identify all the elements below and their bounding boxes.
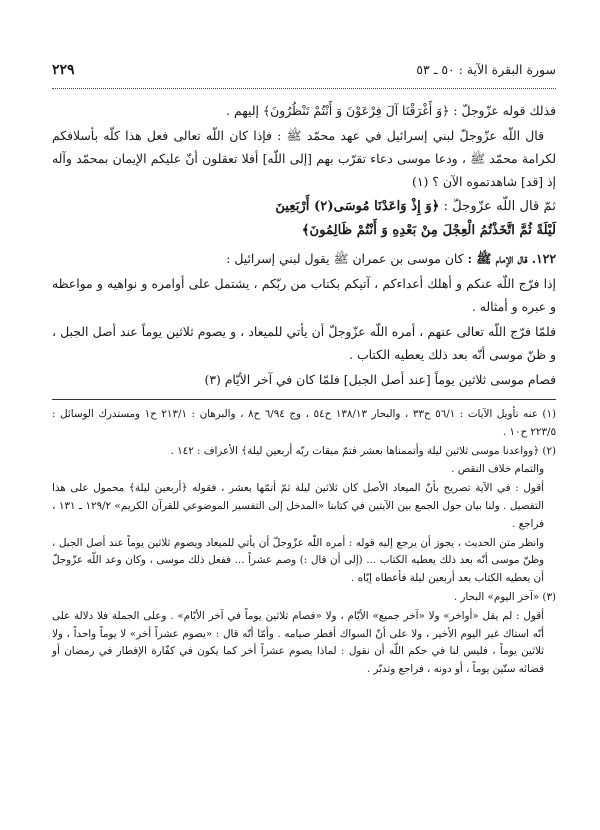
footnote-2: (٢) ﴿وواعدنا موسى ثلاثين ليلة وأتممناها بعشر فتمّ ميقات ربّه أربعين ليلة﴾ الأعراف : ١٤٢ . — [170, 444, 556, 457]
verse-line-b: لَيْلَةً ثُمَّ اتَّخَذْتُمُ الْعِجْلَ مِنْ بَعْدِهِ وَ أَنْتُمْ ظَالِمُونَ﴾ — [301, 223, 556, 238]
hadith-heading: ١٢٢. قال الإمام ﷺ : — [467, 251, 556, 266]
hadith-intro: كان موسى بن عمران ﷺ يقول لبني إسرائيل : — [226, 251, 468, 266]
footnote-2-extra: وانظر متن الحديث ، يجوز أن يرجع إليه قوله : أمره اللّه عزّوجلّ أن يأتي للميعاد ويصوم ثلاثين يوماً عند أصل الجبل ، وظنّ موسى أنّه بعد ذلك يعطيه الكتاب ... (إلى أن قال :) وصم عشراً ... ففعل ذلك موسى ، وكان وعد اللّه عزّوجلّ أن يعطيه الكتاب بعد أربعين ليلة فأعطاه إيّاه . — [52, 536, 544, 585]
footnote-1: (١) عنه تأويل الآيات : ٥٦/١ ح٣٣ ، والبحار ١٣٨/١٣ ح٥٤ ، وج ٦/٩٤ ح٨ ، والبرهان : ٢١٣/١ ح١ ومستدرك الوسائل : ٢٢٣/٥ ح١٠ . — [52, 408, 557, 438]
page-number: ٢٢٩ — [52, 62, 75, 78]
footnote-3-comment: أقول : لم يقل «أواخر» ولا «آخر جميع» الأيّام ، ولا «فصام ثلاثين يوماً في آخر الأيّام» . وعلى الجملة فلا دلالة على أنّه استاك غير اليوم الأخير ، ولا على أنّ السواك أفطر صيامه . وأمّا أنّه قال : «يصوم عشراً أخر» لا يوماً واحداً ، ولا ثلاثين يوماً ، فليس لنا في حكم اللّه أن نقول : لماذا يصوم عشراً أخر كما يكون في كفّارة الإفطار في رمضان أو قضائه ستّين يوماً ، أو دونه ، فراجع وتدبّر . — [52, 609, 544, 676]
page-header — [52, 62, 556, 89]
footnotes — [52, 406, 556, 679]
footnote-2-comment: أقول : في الآية تصريح بأنّ الميعاد الأصل كان ثلاثين ليلة ثمّ أتمّها بعشر ، فقوله ﴿أربعين ليلة﴾ محمول على هذا التفصيل . ولنا بيان حول الجمع بين الآيتين في كتابنا «المدخل إلى التفسير الموضوعي للقرآن الكريم» ١٢٩/٢ ـ ١٣١ ، فراجع . — [52, 482, 544, 530]
main-text — [52, 99, 556, 391]
footnote-separator — [52, 399, 556, 400]
surah-title: سورة البقرة الآية : ٥٠ ـ ٥٣ — [416, 62, 556, 77]
paragraph-5: إذا فرّج اللّه عنكم و أهلك أعداءكم ، آتيكم بكتاب من ربّكم ، يشتمل على أوامره و نواهيه و مواعظه و عبره و أمثاله . — [52, 276, 556, 314]
verse-intro: ثمّ قال اللّه عزّوجلّ : — [439, 199, 556, 214]
verse-block — [52, 195, 556, 243]
paragraph-6: فلمّا فرّج اللّه تعالى عنهم ، أمره اللّه عزّوجلّ أن يأتي للميعاد ، و يصوم ثلاثين يوماً عند أصل الجبل ، و ظنّ موسى أنّه بعد ذلك يعطيه الكتاب . — [52, 324, 556, 362]
document-page — [52, 62, 556, 680]
paragraph-7: فصام موسى ثلاثين يوماً [عند أصل الجبل] فلمّا كان في آخر الأيّام (٣) — [204, 372, 556, 387]
verse-line-a: ﴿وَ إِذْ وَاعَدْنَا مُوسَى(٢) أَرْبَعِينَ — [275, 199, 440, 214]
paragraph-2: قال اللّه عزّوجلّ لبني إسرائيل في عهد محمّد ﷺ : فإذا كان اللّه تعالى فعل هذا كلّه بأسلافكم لكرامة محمّد ﷺ ، ودعا موسى دعاء تقرّب بهم [إلى اللّه] أفلا تعقلون أنّ عليكم الإيمان بمحمّد وآله إذ [قد] شاهدتموه الآن ؟ (١) — [52, 128, 556, 189]
footnote-3: (٣) «آخر اليوم» البحار . — [453, 590, 556, 603]
paragraph-1: فذلك قوله عزّوجلّ : ﴿وَ أَغْرَقْنَا آلَ فِرْعَوْنَ وَ أَنْتُمْ تَنْظُرُونَ﴾ إليهم . — [226, 103, 556, 118]
footnote-2-note: والتمام خلاف النقص . — [451, 463, 544, 476]
